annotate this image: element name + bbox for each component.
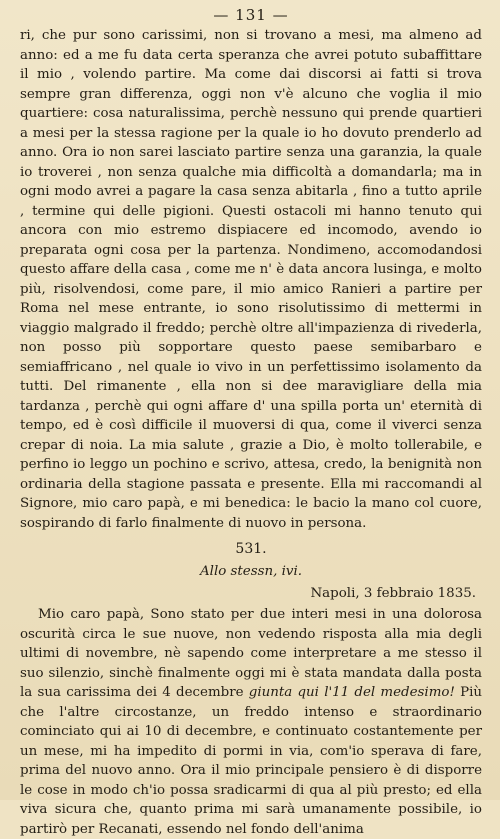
letter-body-text-start: Mio caro papà, Sono stato per due interi mesi in una dolorosa oscurità circa le sue nuove, non vedendo risposta alla mia degli ultimi di novembre, nè sapendo come interpretare a me stesso il suo silenzio, sinchè finalmente oggi mi è stata mandata dalla posta la sua carissima dei 4 decembre xyxy=(20,607,482,700)
letter-number: 531. xyxy=(235,541,267,557)
letter-body-continued: ri, che pur sono carissimi, non si trovano a mesi, ma almeno ad anno: ed a me fu data certa speranza che avrei potuto subaffittare il mio , volendo partire. Ma come dai discorsi ai fatti si trova sempre gran differenza, oggi non v'è alcuno che voglia il mio quartiere: cosa naturalissima, perchè nessuno qui prende quartieri a mesi per la stessa ragione per la quale io ho dovuto prenderlo ad anno. Ora io non sarei lasciato partire senza una garanzia, la quale io troverei , non senza qualche mia difficoltà a domandarla; ma in ogni modo avrei a pagare la casa senza abitarla , fino a tutto aprile , termine qui delle pigioni. Questi ostacoli mi hanno tenuto qui ancora con mio estremo dispiacere ed incomodo, avendo io preparata ogni cosa per la partenza. Nondimeno, accomodandosi questo affare della casa , come me n' è data ancora lusinga, e molto più, risolvendosi, come pare, il mio amico Ranieri a partire per Roma nel mese entrante, io sono risolutissimo di mettermi in viaggio malgrado il freddo; perchè oltre all'impazienza di rivederla, non posso più sopportare questo paese semibarbaro e semiaffricano , nel quale io vivo in un perfettissimo isolamento da tutti. Del rimanente , ella non si dee maravigliare della mia tardanza , perchè qui ogni affare d' una spilla porta un' eternità di tempo, ed è così difficile il muoversi di qua, come il viverci senza crepar di noia. La mia salute , grazie a Dio, è molto tollerabile, e perfino io leggo un pochino e scrivo, attesa, credo, la benignità non ordinaria della stagione passata e presente. Ella mi raccomandi al Signore, mio caro papà, e mi benedica: le bacio la mano col cuore, sospirando di farlo finalmente di nuovo in persona. xyxy=(20,28,482,531)
letter-recipient: Allo stessn, ivi. xyxy=(200,564,302,579)
letter-body xyxy=(20,605,482,839)
letter-date: Napoli, 3 febbraio 1835. xyxy=(310,586,476,601)
page-number: — 131 — xyxy=(213,6,289,24)
letter-body-text-end: Più che l'altre circostanze, un freddo intenso e straordinario cominciato qui ai 10 di decembre, e continuato costantemente per un mese, mi ha impedito di pormi in via, com'io sperava di fare, prima del nuovo anno. Ora il mio principale pensiero è di disporre le cose in modo ch'io possa sradicarmi di qua al più presto; ed ella viva sicura che, quanto prima mi sarà umanamente possibile, io partirò per Recanati, essendo nel fondo dell'anima xyxy=(20,685,482,837)
letter-body-italic: giunta qui l'11 del medesimo! xyxy=(248,685,455,700)
